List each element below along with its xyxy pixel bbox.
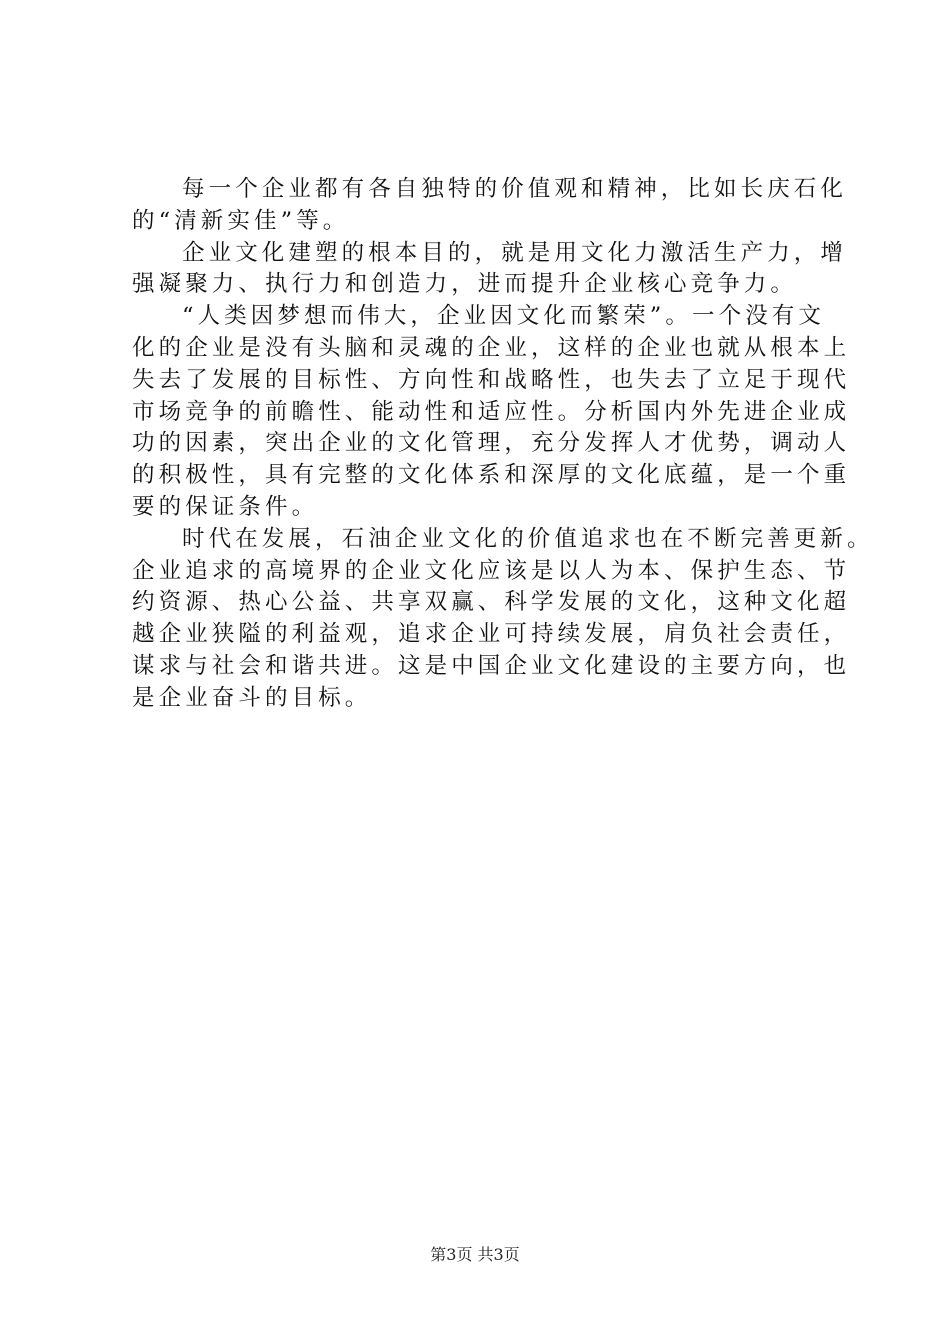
paragraph-4-line-4: 越企业狭隘的利益观，追求企业可持续发展，肩负社会责任， <box>132 621 851 648</box>
page-number-footer: 第3页 共3页 <box>430 1245 520 1264</box>
paragraph-3-line-7: 要的保证条件。 <box>132 493 319 520</box>
document-body <box>132 174 874 715</box>
paragraph-4-line-6: 是企业奋斗的目标。 <box>132 684 372 711</box>
paragraph-3-line-6: 的积极性，具有完整的文化体系和深厚的文化底蕴，是一个重 <box>132 462 851 489</box>
paragraph-3-line-1: “人类因梦想而伟大，企业因文化而繁荣”。一个没有文 <box>182 303 826 330</box>
paragraph-2-line-2: 强凝聚力、执行力和创造力，进而提升企业核心竞争力。 <box>132 271 798 298</box>
paragraph-3-line-3: 失去了发展的目标性、方向性和战略性，也失去了立足于现代 <box>132 366 851 393</box>
paragraph-4-line-5: 谋求与社会和谐共进。这是中国企业文化建设的主要方向，也 <box>132 652 851 679</box>
paragraph-4-line-3: 约资源、热心公益、共享双赢、科学发展的文化，这种文化超 <box>132 589 851 616</box>
paragraph-3-line-4: 市场竞争的前瞻性、能动性和适应性。分析国内外先进企业成 <box>132 398 851 425</box>
paragraph-2-line-1: 企业文化建塑的根本目的，就是用文化力激活生产力，增 <box>182 239 848 266</box>
paragraph-4-line-1: 时代在发展，石油企业文化的价值追求也在不断完善更新。 <box>182 525 874 552</box>
paragraph-4-line-2: 企业追求的高境界的企业文化应该是以人为本、保护生态、节 <box>132 557 851 584</box>
paragraph-3-line-5: 功的因素，突出企业的文化管理，充分发挥人才优势，调动人 <box>132 430 851 457</box>
paragraph-3-line-2: 化的企业是没有头脑和灵魂的企业，这样的企业也就从根本上 <box>132 334 851 361</box>
paragraph-1-line-2: 的“清新实佳”等。 <box>132 207 350 234</box>
paragraph-1-line-1: 每一个企业都有各自独特的价值观和精神，比如长庆石化 <box>182 176 848 202</box>
